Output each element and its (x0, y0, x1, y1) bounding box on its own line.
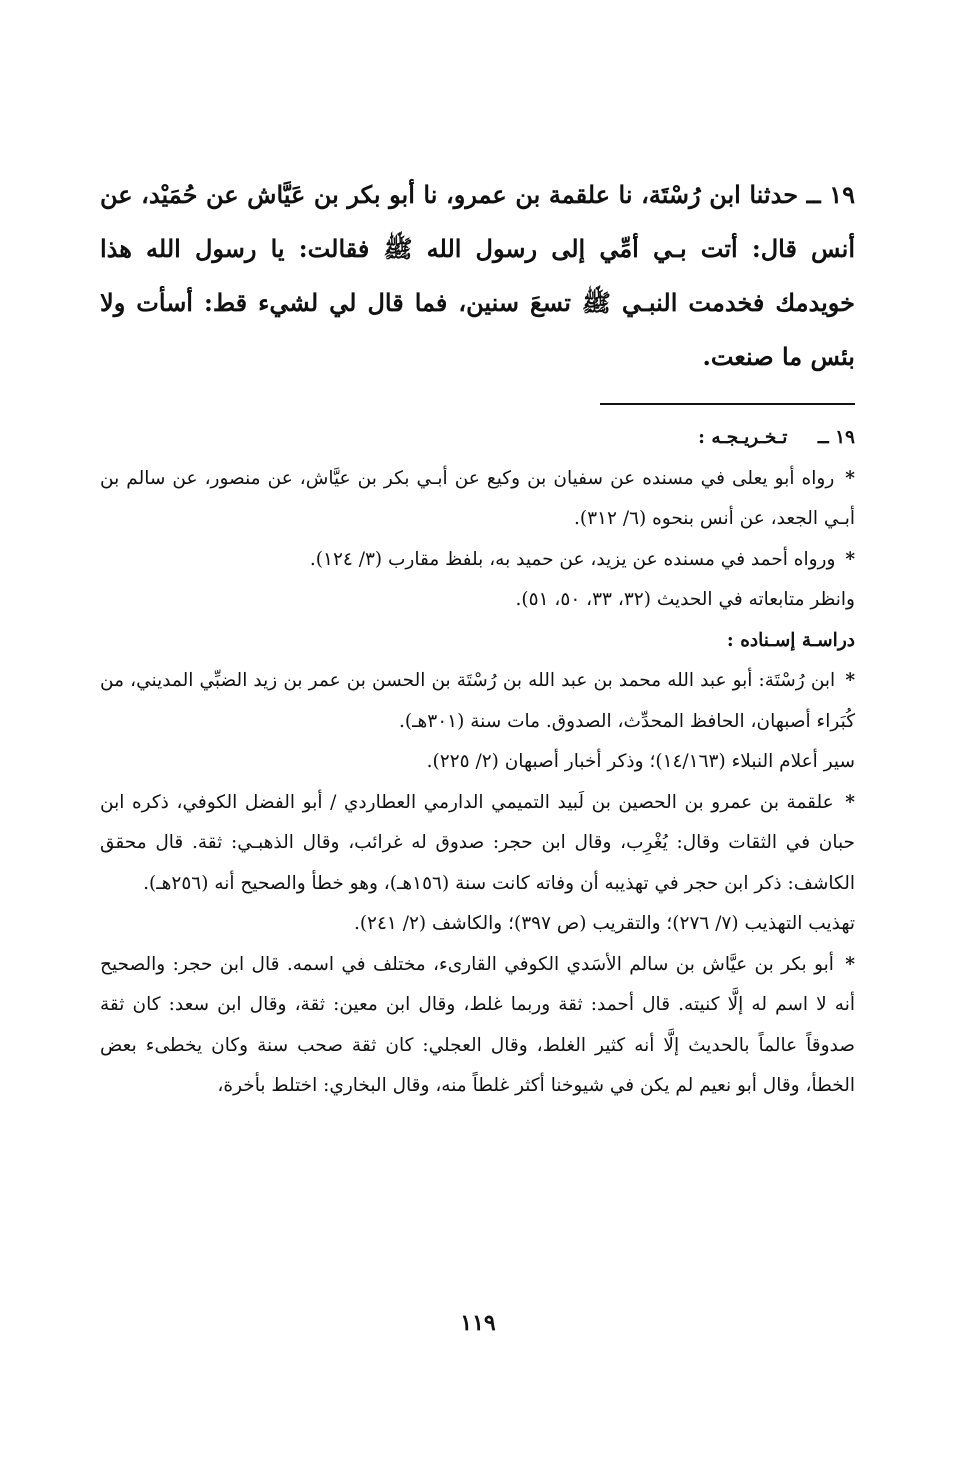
hadith-body: ــ حدثنا ابن رُسْتَة، نا علقمة بن عمرو، نا أبو بكر بن عَيَّاش عن حُمَيْد، عن أنس قال: أتت بـي أمِّي إلى رسول الله ﷺ فقالت: يا رسول الله هذا خويدمك فخدمت النبـي ﷺ تسعَ سنين، فما قال لي لشيء قط: أسأت ولا بئس ما صنعت. (100, 180, 855, 371)
takhrij-title: تـخـريـجـه : (698, 427, 788, 448)
hadith-text-block (100, 168, 855, 384)
footnote-number: ١٩ ــ (817, 427, 855, 448)
takhrij-text: رواه أبو يعلى في مسنده عن سفيان بن وكيع عن أبـي بكر بن عيَّاش، عن منصور، عن سالم بن أبـي الجعد، عن أنس بنحوه (٦/ ٣١٢). (100, 467, 855, 529)
narrator-text: علقمة بن عمرو بن الحصين بن لَبيد التميمي الدارمي العطاردي / أبو الفضل الكوفي، ذكره ابن حبان في الثقات وقال: يُغْرِب، وقال ابن حجر: صدوق له غرائب، وقال الذهبـي: ثقة. قال محقق الكاشف: ذكر ابن حجر في تهذيبه أن وفاته كانت سنة (١٥٦هـ)، وهو خطأ والصحيح أنه (٢٥٦هـ). (100, 791, 855, 894)
narrator-entry (100, 661, 855, 742)
star-bullet-icon: * (845, 467, 855, 489)
takhrij-text: ورواه أحمد في مسنده عن يزيد، عن حميد به، بلفظ مقارب (٣/ ١٢٤). (309, 548, 836, 570)
footnotes (100, 418, 855, 1107)
narrator-text: أبو بكر بن عيَّاش بن سالم الأسَدي الكوفي القارىء، مختلف في اسمه. قال ابن حجر: والصحيح أنه لا اسم له إلَّا كنيته. قال أحمد: ثقة وربما غلط، وقال ابن معين: ثقة، وقال ابن سعد: كان ثقة صدوقاً عالماً بالحديث إلَّا أنه كثير الغلط، وقال العجلي: كان ثقة صحب سنة وكان يخطىء بعض الخطأ، وقال أبو نعيم لم يكن في شيوخنا أكثر غلطاً منه، وقال البخاري: اختلط بأخرة، (100, 953, 855, 1096)
star-bullet-icon: * (845, 548, 855, 570)
narrator-entry (100, 945, 855, 1107)
page-number: ١١٩ (460, 1310, 496, 1336)
takhrij-item (100, 540, 855, 581)
takhrij-heading (100, 418, 855, 459)
narrator-entry (100, 783, 855, 905)
mutaba-line: وانظر متابعاته في الحديث (٣٢، ٣٣، ٥٠، ٥١). (515, 589, 855, 610)
star-bullet-icon: * (845, 953, 855, 975)
hadith-number: ١٩ (829, 180, 855, 209)
narrator-reference: تهذيب التهذيب (٧/ ٢٧٦)؛ والتقريب (ص ٣٩٧)؛ والكاشف (٢/ ٢٤١). (353, 913, 855, 934)
footnote-separator (600, 403, 855, 405)
star-bullet-icon: * (845, 670, 855, 691)
takhrij-item (100, 459, 855, 540)
narrator-reference: سير أعلام النبلاء (١٤/١٦٣)؛ وذكر أخبار أصبهان (٢/ ٢٢٥). (426, 751, 855, 772)
star-bullet-icon: * (845, 791, 855, 813)
dirasa-heading: دراسـة إسـناده : (726, 629, 855, 651)
narrator-text: ابن رُسْتَة: أبو عبد الله محمد بن عبد الله بن رُسْتَة بن الحسن بن عمر بن زيد الضبِّي المديني، من كُبَراء أصبهان، الحافظ المحدِّث، الصدوق. مات سنة (٣٠١هـ). (100, 670, 855, 732)
